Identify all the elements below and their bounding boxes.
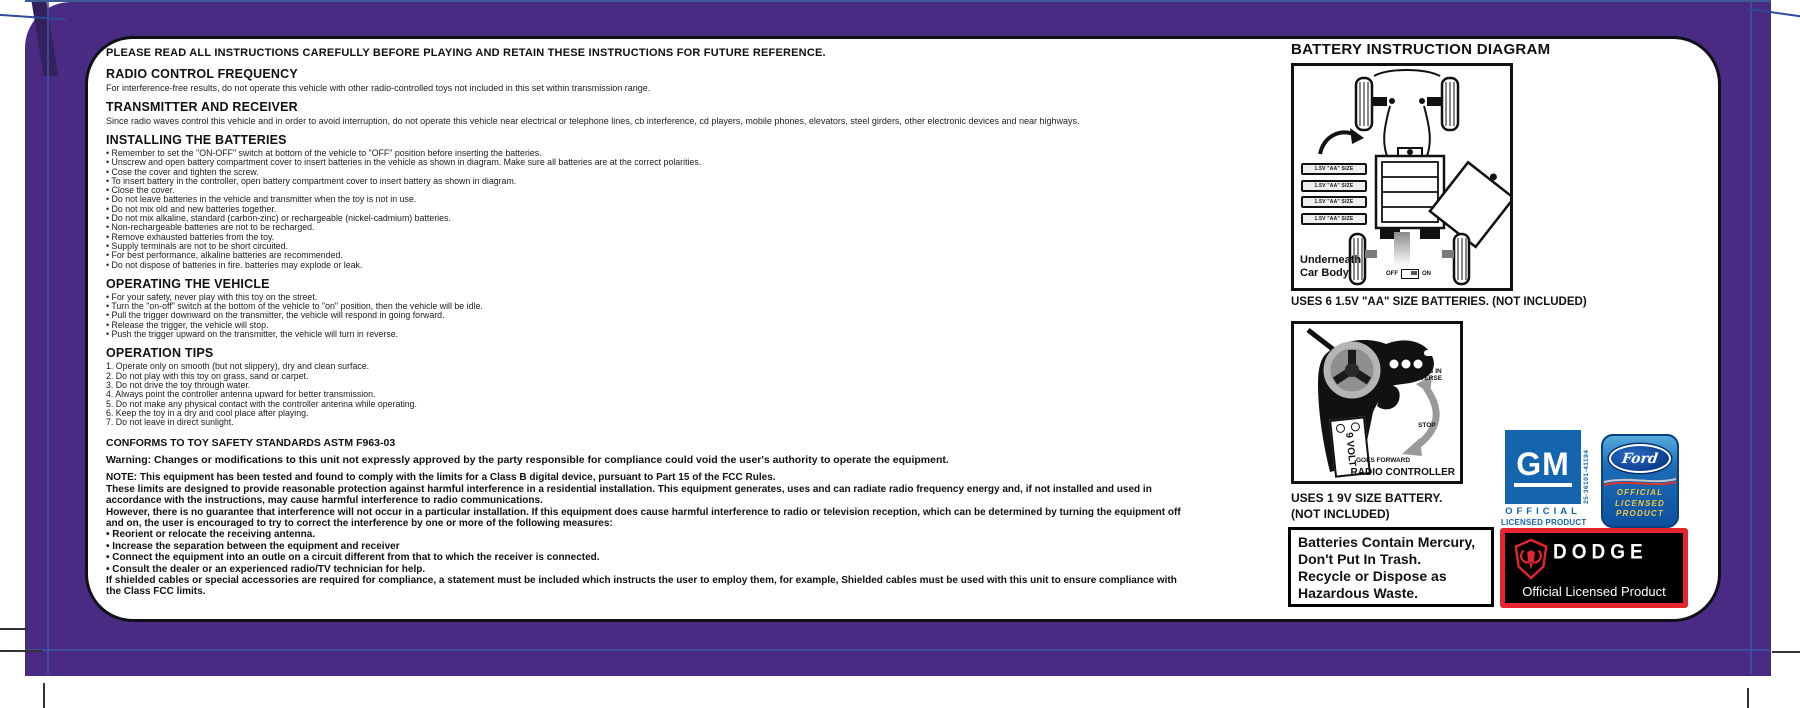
- switch-slider: [1401, 269, 1419, 279]
- section-heading-installing-batteries: INSTALLING THE BATTERIES: [106, 133, 287, 147]
- crop-mark: [43, 683, 45, 708]
- dodge-wordmark: DODGE: [1553, 540, 1648, 564]
- installing-batteries-list: [106, 149, 1291, 270]
- button-dot: [1402, 360, 1411, 369]
- insert-arrow: [1320, 132, 1356, 154]
- fcc-line: accordance with the instructions, may cause harmful interference to radio communications.: [106, 495, 543, 507]
- switch-on-label: ON: [1422, 271, 1431, 277]
- aa-battery-stack: [1301, 163, 1367, 229]
- battery-diagram-title: BATTERY INSTRUCTION DIAGRAM: [1291, 41, 1551, 58]
- radio-controller-label: RADIO CONTROLLER: [1350, 467, 1455, 478]
- numbered-tip-line: 6. Keep the toy in a dry and cool place after playing.: [106, 407, 309, 418]
- ford-product-line: PRODUCT: [1616, 509, 1664, 518]
- numbered-tip-line: 2. Do not play with this toy on grass, sand or carpet.: [106, 370, 309, 381]
- battery-compartment: [1376, 148, 1444, 239]
- bullet-line: • For your safety, never play with this toy on the street.: [106, 291, 318, 302]
- controller-battery-caption: USES 1 9V SIZE BATTERY.: [1291, 491, 1443, 505]
- fold-line-bottom: [25, 649, 1771, 651]
- antenna: [1308, 330, 1334, 350]
- numbered-tip-line: 4. Always point the controller antenna upward for better transmission.: [106, 389, 376, 400]
- instruction-card: [85, 36, 1721, 622]
- steering-wheel: [1327, 345, 1377, 395]
- dodge-logo: [1500, 528, 1688, 608]
- fcc-line: • Consult the dealer or an experienced radio/TV technician for help.: [106, 563, 426, 575]
- conforms-statement: CONFORMS TO TOY SAFETY STANDARDS ASTM F963-03: [106, 437, 396, 450]
- mercury-warning-line: Recycle or Dispose as: [1298, 568, 1447, 584]
- bullet-line: • Cose the cover and tighten the screw.: [106, 166, 259, 177]
- button-dot: [1390, 360, 1399, 369]
- bullet-line: • Do not mix alkaline, standard (carbon-zinc) or rechargeable (nickel-cadmium) batteries.: [106, 213, 451, 224]
- mercury-warning-line: Batteries Contain Mercury,: [1298, 534, 1476, 550]
- rear-wheel-right: [1442, 234, 1469, 284]
- bullet-line: • Do not leave batteries in the vehicle and transmitter when the toy is not in use.: [106, 194, 417, 205]
- fcc-line: NOTE: This equipment has been tested and found to comply with the limits for a Class B digital device, pursuant to Part 15 of the FCC Rules.: [106, 472, 776, 484]
- section-heading-radio-control-frequency: RADIO CONTROL FREQUENCY: [106, 67, 298, 81]
- read-notice: PLEASE READ ALL INSTRUCTIONS CAREFULLY BEFORE PLAYING AND RETAIN THESE INSTRUCTIONS FOR FUTURE REFERENCE.: [106, 47, 826, 59]
- gm-official-text: OFFICIAL: [1505, 506, 1581, 517]
- aa-battery: 1.5V "AA" SIZE: [1301, 180, 1367, 192]
- power-switch: [1386, 269, 1431, 279]
- car-battery-diagram: [1291, 63, 1513, 291]
- bullet-line: • For best performance, alkaline batteries are recommended.: [106, 250, 343, 261]
- bullet-line: • Do not dispose of batteries in fire. batteries may explode or leak.: [106, 259, 363, 270]
- crop-mark: [0, 650, 42, 652]
- ford-licensed-line: LICENSED: [1614, 498, 1666, 508]
- switch-off-label: OFF: [1386, 271, 1398, 277]
- bullet-line: • Unscrew and open battery compartment cover to insert batteries in the vehicle as shown in diagram. Make sure all batteries are at the correct polarities.: [106, 157, 702, 168]
- fold-line-left: [47, 2, 49, 674]
- ford-swoosh-icon: [1601, 476, 1679, 488]
- ram-head-icon: [1512, 538, 1550, 580]
- fcc-line: These limits are designed to provide reasonable protection against harmful interference in a residential installation. This equipment generates, uses and can radiate radio frequency energy and, if not installed and used in: [106, 483, 1152, 495]
- bullet-line: • Remember to set the "ON-OFF" switch at bottom of the vehicle to "OFF" position before inserting the batteries.: [106, 148, 542, 158]
- goes-forward-label: GOES FORWARD: [1356, 457, 1411, 464]
- controller-battery-caption-2: (NOT INCLUDED): [1291, 507, 1390, 521]
- fcc-line: • Increase the separation between the equipment and receiver: [106, 540, 400, 552]
- gm-license-code: 25-36101-41194: [1583, 449, 1590, 504]
- front-wheel-left: [1356, 78, 1395, 130]
- nine-volt-label: 9 VOLT: [1342, 431, 1358, 468]
- bullet-line: • To insert battery in the controller, open battery compartment cover to insert battery as shown in diagram.: [106, 175, 517, 186]
- ford-licensed-text: [1601, 488, 1679, 520]
- fold-line-right: [1750, 2, 1752, 674]
- crop-mark: [1772, 651, 1800, 653]
- operation-tips-list: [106, 362, 1291, 427]
- bullet-line: • Remove exhausted batteries from the toy.: [106, 231, 275, 242]
- chassis-ramp: [1394, 232, 1410, 266]
- fcc-warning: Warning: Changes or modifications to this unit not expressly approved by the party responsible for compliance could void the user's authority to operate the equipment.: [106, 454, 949, 467]
- fcc-line: If shielded cables or special accessories are required for compliance, a statement must be included which instructs the user to employ them, for example, Shielded cables must be used with this unit to ensure compliance with: [106, 575, 1177, 587]
- bullet-line: • Pull the trigger downward on the transmitter, the vehicle will respond in going forward.: [106, 310, 445, 321]
- dodge-tagline: Official Licensed Product: [1522, 584, 1666, 599]
- numbered-tip-line: 5. Do not make any physical contact with the controller antenna while operating.: [106, 398, 418, 409]
- gm-licensed-text: LICENSED PRODUCT: [1501, 518, 1587, 527]
- bullet-line: • Turn the "on-off" switch at the bottom of the vehicle to "on" position, then the vehicle will be idle.: [106, 301, 483, 312]
- fcc-line: • Connect the equipment into an outle on a circuit different from that to which the receiver is connected.: [106, 552, 600, 564]
- front-wheel-right: [1419, 78, 1458, 130]
- underneath-car-body-label: Underneath Car Body: [1300, 254, 1362, 279]
- section-heading-operation-tips: OPERATION TIPS: [106, 346, 214, 361]
- crop-mark: [0, 628, 28, 630]
- section-body: For interference-free results, do not operate this vehicle with other radio-controlled toys not included in this set within transmission range.: [106, 83, 651, 93]
- numbered-tip-line: 3. Do not drive the toy through water.: [106, 379, 251, 390]
- car-batteries-caption: USES 6 1.5V "AA" SIZE BATTERIES. (NOT INCLUDED): [1291, 296, 1587, 308]
- arrow-head-bottom: [1402, 438, 1422, 456]
- bullet-line: • Push the trigger upward on the transmitter, the vehicle will turn in reverse.: [106, 329, 399, 340]
- mercury-warning-line: Hazardous Waste.: [1298, 585, 1419, 601]
- fcc-note-block: [106, 472, 1291, 597]
- ford-oval-icon: [1609, 444, 1671, 473]
- turns-in-reverse-label: TURNS IN REVERSE: [1411, 368, 1443, 382]
- button-slot: [1424, 350, 1438, 356]
- aa-battery: 1.5V "AA" SIZE: [1301, 163, 1367, 175]
- section-heading-transmitter-receiver: TRANSMITTER AND RECEIVER: [106, 100, 298, 114]
- fcc-line: • Reorient or relocate the receiving antenna.: [106, 529, 316, 541]
- section-heading-operating-vehicle: OPERATING THE VEHICLE: [106, 276, 270, 291]
- fcc-line: However, there is no guarantee that interference will not occur in a particular installation. If this equipment does cause harmful interference to radio or television reception, which can be determined by turning the equipment off: [106, 506, 1181, 518]
- gm-logo: [1505, 430, 1581, 504]
- ford-official-line: OFFICIAL: [1616, 488, 1664, 497]
- mercury-warning-line: Don't Put In Trash.: [1298, 551, 1422, 567]
- section-body: Since radio waves control this vehicle and in order to avoid interruption, do not operate this vehicle near electrical or telephone lines, cb interference, cd players, mobile phones, elevators, steel girders, other electronic devices and near highways.: [106, 116, 1080, 126]
- numbered-tip-line: 7. Do not leave in direct sunlight.: [106, 417, 234, 428]
- chassis-outline: [1374, 70, 1440, 156]
- instructions-column: [106, 47, 1291, 598]
- crop-mark: [1747, 688, 1749, 708]
- gm-initials: GM: [1514, 448, 1572, 487]
- mercury-warning-box: [1288, 527, 1494, 607]
- bullet-line: • Non-rechargeable batteries are not to be recharged.: [106, 222, 315, 233]
- numbered-tip-line: 1. Operate only on smooth (but not slippery), dry and clean surface.: [106, 361, 370, 372]
- operating-vehicle-list: [106, 293, 1291, 339]
- aa-battery: 1.5V "AA" SIZE: [1301, 196, 1367, 208]
- bullet-line: • Do not mix old and new batteries together.: [106, 203, 277, 214]
- motion-arrow: [1414, 388, 1436, 448]
- ford-logo: [1601, 434, 1679, 528]
- bullet-line: • Release the trigger, the vehicle will stop.: [106, 319, 269, 330]
- bullet-line: • Close the cover.: [106, 185, 175, 196]
- stop-label: STOP: [1418, 422, 1436, 429]
- fcc-line: the Class FCC limits.: [106, 586, 206, 598]
- bullet-line: • Supply terminals are not to be short circuited.: [106, 240, 289, 251]
- radio-controller-diagram: [1291, 321, 1463, 484]
- aa-battery: 1.5V "AA" SIZE: [1301, 213, 1367, 225]
- fcc-line: and on, the user is encouraged to try to correct the interference by one or more of the following measures:: [106, 518, 613, 530]
- ford-script-text: Ford: [1621, 450, 1659, 467]
